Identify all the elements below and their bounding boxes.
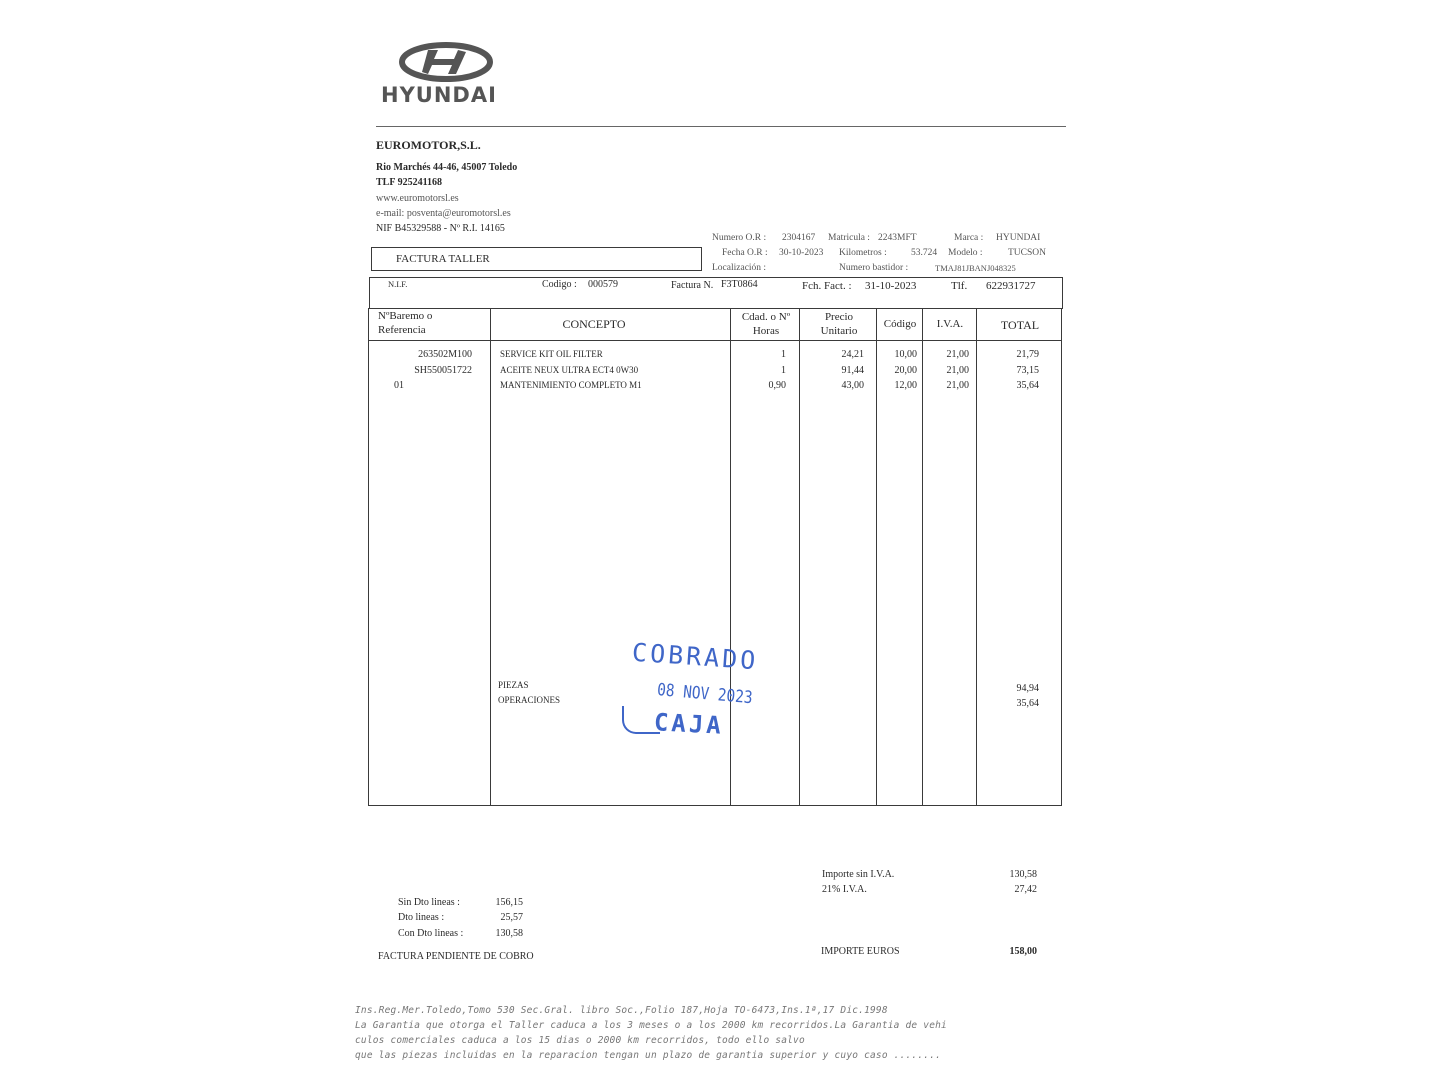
km-label: Kilometros : xyxy=(839,248,887,258)
km-value: 53.724 xyxy=(911,248,938,258)
matricula-value: 2243MFT xyxy=(878,233,917,243)
col-total xyxy=(980,347,1039,394)
vehicle-info xyxy=(712,233,1067,277)
importe-sin-iva-value: 130,58 xyxy=(1009,869,1037,880)
summary-label: OPERACIONES xyxy=(498,695,561,705)
company-nif: NIF B45329588 - Nº R.I. 14165 xyxy=(376,223,505,234)
modelo-value: TUCSON xyxy=(1008,248,1047,258)
header-iva: I.V.A. xyxy=(936,318,964,330)
importe-euros-value: 158,00 xyxy=(1009,946,1037,957)
company-email: e-mail: posventa@euromotorsl.es xyxy=(376,208,511,219)
col-precio xyxy=(802,347,864,394)
summary-total: 35,64 xyxy=(1016,698,1039,709)
client-row xyxy=(369,277,1063,309)
header-total: TOTAL xyxy=(1000,318,1040,332)
importe-euros-label: IMPORTE EUROS xyxy=(821,946,900,957)
sin-dto-value: 156,15 xyxy=(495,897,523,908)
fecha-or-label: Fecha O.R : xyxy=(722,248,768,258)
summary-label: PIEZAS xyxy=(498,680,529,690)
col-iva xyxy=(925,347,969,394)
col-concepto xyxy=(500,347,726,394)
doc-title: FACTURA TALLER xyxy=(396,253,490,265)
summary-total: 94,94 xyxy=(1016,683,1039,694)
modelo-label: Modelo : xyxy=(948,248,983,258)
fecha-or-value: 30-10-2023 xyxy=(779,248,824,258)
header-concepto: CONCEPTO xyxy=(562,317,626,331)
footer-line: culos comerciales caduca a los 15 dias o 2000 km recorridos, todo ello salvo xyxy=(355,1035,805,1046)
paid-stamp xyxy=(620,637,790,750)
footer-line: Ins.Reg.Mer.Toledo,Tomo 530 Sec.Gral. libro Soc.,Folio 187,Hoja TO-6473,Ins.1ª,17 Dic.1998 xyxy=(355,1005,888,1016)
stamp-line-2: 08 NOV 2023 xyxy=(656,680,754,709)
footer-line: que las piezas incluidas en la reparacion tengan un plazo de garantia superior y cuyo caso ........ xyxy=(355,1050,942,1061)
row-total: 73,15 xyxy=(1016,364,1039,376)
con-dto-label: Con Dto lineas : xyxy=(398,928,464,939)
company-web: www.euromotorsl.es xyxy=(376,193,459,204)
row-total: 35,64 xyxy=(1016,380,1039,391)
company-address: Rio Marchés 44-46, 45007 Toledo xyxy=(376,162,518,173)
dto-label: Dto lineas : xyxy=(398,912,445,923)
company-phone: TLF 925241168 xyxy=(376,177,443,188)
iva-value: 27,42 xyxy=(1014,884,1037,895)
stamp-line-1: COBRADO xyxy=(631,637,760,676)
stamp-line-3: CAJA xyxy=(653,708,725,740)
hyundai-logo-icon xyxy=(398,42,494,82)
fecha-fact-label: Fch. Fact. : xyxy=(802,280,852,292)
doc-title-box xyxy=(371,247,702,271)
row-cantidad: 0,90 xyxy=(768,380,786,391)
tlf-label: Tlf. xyxy=(951,280,968,292)
nif-label: N.I.F. xyxy=(388,279,408,289)
row-iva: 21,00 xyxy=(946,349,969,360)
sin-dto-label: Sin Dto lineas : xyxy=(398,897,460,908)
row-iva: 21,00 xyxy=(946,380,969,391)
row-codigo: 12,00 xyxy=(894,380,917,391)
row-concepto: SERVICE KIT OIL FILTER xyxy=(500,349,603,359)
factura-label: Factura N. xyxy=(671,280,714,291)
footer-line: La Garantia que otorga el Taller caduca a los 3 meses o a los 2000 km recorridos.La Garantia de vehi xyxy=(355,1020,947,1031)
row-ref: 01 xyxy=(394,380,404,391)
col-ref xyxy=(372,347,472,394)
codigo-label: Codigo : xyxy=(542,279,577,290)
codigo-value: 000579 xyxy=(588,279,618,290)
col-codigo xyxy=(879,347,917,394)
or-label: Numero O.R : xyxy=(712,233,767,243)
header-cantidad: Cdad. o Nº Horas xyxy=(741,311,791,337)
company-name: EUROMOTOR,S.L. xyxy=(376,138,481,152)
row-precio: 43,00 xyxy=(841,380,864,391)
row-ref: SH550051722 xyxy=(414,364,472,376)
matricula-label: Matricula : xyxy=(828,233,870,243)
dto-value: 25,57 xyxy=(500,912,523,923)
table-header-divider xyxy=(368,340,1062,341)
header-divider xyxy=(376,126,1066,127)
brand-name: HYUNDAI xyxy=(381,83,497,107)
marca-label: Marca : xyxy=(954,233,984,243)
row-precio: 24,21 xyxy=(841,349,864,360)
factura-value: F3T0864 xyxy=(721,279,758,290)
row-cantidad: 1 xyxy=(781,349,786,360)
header-ref: NºBaremo o Referencia xyxy=(378,310,433,336)
header-precio: Precio Unitario xyxy=(820,311,858,337)
con-dto-value: 130,58 xyxy=(495,928,523,939)
fecha-fact-value: 31-10-2023 xyxy=(865,280,917,292)
col-cantidad xyxy=(734,347,786,394)
localizacion-label: Localización : xyxy=(712,263,767,273)
pending-notice: FACTURA PENDIENTE DE COBRO xyxy=(378,951,534,962)
bastidor-label: Numero bastidor : xyxy=(839,263,909,273)
row-concepto: MANTENIMIENTO COMPLETO M1 xyxy=(500,380,642,390)
header-codigo: Código xyxy=(883,318,917,330)
row-iva: 21,00 xyxy=(946,364,969,376)
row-cantidad: 1 xyxy=(781,364,786,376)
row-concepto: ACEITE NEUX ULTRA ECT4 0W30 xyxy=(500,364,639,375)
iva-label: 21% I.V.A. xyxy=(822,884,867,895)
row-precio: 91,44 xyxy=(841,364,864,376)
or-value: 2304167 xyxy=(782,233,816,243)
bastidor-value: TMAJ81JBANJ048325 xyxy=(935,263,1016,273)
row-codigo: 10,00 xyxy=(894,349,917,360)
importe-sin-iva-label: Importe sin I.V.A. xyxy=(822,869,895,880)
tlf-value: 622931727 xyxy=(986,280,1036,292)
marca-value: HYUNDAI xyxy=(996,233,1041,243)
row-ref: 263502M100 xyxy=(418,349,472,360)
row-total: 21,79 xyxy=(1016,349,1039,360)
row-codigo: 20,00 xyxy=(894,364,917,376)
